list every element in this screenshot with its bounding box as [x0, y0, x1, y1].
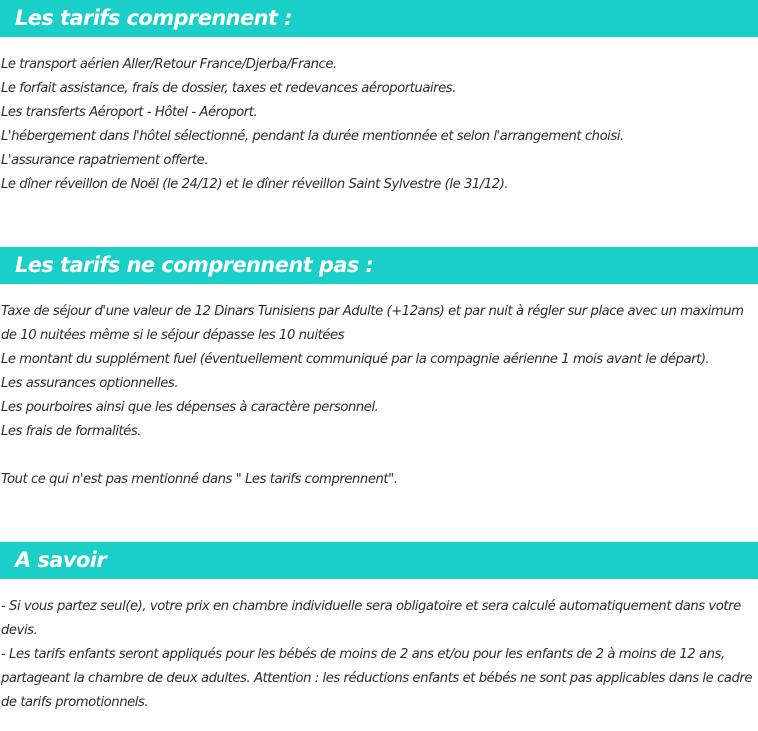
- list-item: Le forfait assistance, frais de dossier, taxes et redevances aéroportuaires.: [1, 81, 456, 96]
- list-item: Les assurances optionnelles.: [1, 376, 179, 391]
- section-included: [0, 0, 758, 197]
- list-item: Le transport aérien Aller/Retour France/Djerba/France.: [1, 57, 337, 72]
- section-title: Les tarifs ne comprennent pas :: [15, 253, 374, 277]
- section-banner: [0, 0, 758, 37]
- section-not-included: [0, 247, 758, 492]
- section-banner: [0, 542, 758, 579]
- list-item: Les transferts Aéroport - Hôtel - Aéroport.: [1, 105, 258, 120]
- section-content: [0, 284, 758, 492]
- list-item: Les pourboires ainsi que les dépenses à caractère personnel.: [1, 400, 379, 415]
- section-title: A savoir: [15, 548, 107, 572]
- list-item: Le montant du supplément fuel (éventuellement communiqué par la compagnie aérienne 1 mois avant le départ).: [1, 352, 710, 367]
- list-item: Taxe de séjour d'une valeur de 12 Dinars Tunisiens par Adulte (+12ans) et par nuit à régler sur place avec un maximum de 10 nuitées même si le séjour dépasse les 10 nuitées: [1, 304, 744, 343]
- list-item: - Les tarifs enfants seront appliqués pour les bébés de moins de 2 ans et/ou pour les enfants de 2 à moins de 12 ans, partageant la chambre de deux adultes. Attention : les réductions enfants et bébés ne sont pas applicables dans le cadre de tarifs promotionnels.: [1, 647, 753, 710]
- list-item: L'assurance rapatriement offerte.: [1, 153, 209, 168]
- section-banner: [0, 247, 758, 284]
- section-content: [0, 579, 758, 715]
- list-item: L'hébergement dans l'hôtel sélectionné, pendant la durée mentionnée et selon l'arrangement choisi.: [1, 129, 624, 144]
- section-good-to-know: [0, 542, 758, 715]
- spacer: [1, 444, 758, 468]
- list-item: Le dîner réveillon de Noël (le 24/12) et le dîner réveillon Saint Sylvestre (le 31/12).: [1, 177, 509, 192]
- section-note: Tout ce qui n'est pas mentionné dans " Les tarifs comprennent".: [1, 472, 398, 487]
- list-item: Les frais de formalités.: [1, 424, 142, 439]
- section-content: [0, 37, 758, 197]
- section-title: Les tarifs comprennent :: [15, 6, 292, 30]
- list-item: - Si vous partez seul(e), votre prix en chambre individuelle sera obligatoire et sera calculé automatiquement dans votre devis.: [1, 599, 741, 638]
